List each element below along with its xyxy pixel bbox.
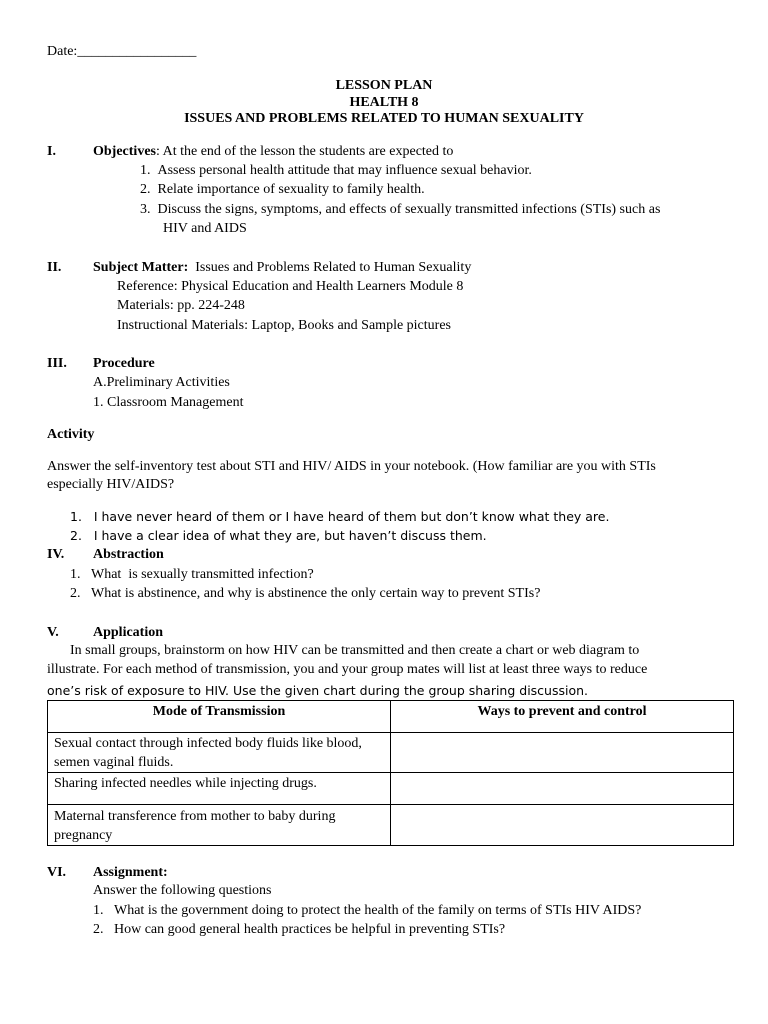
objective-item: 1. Assess personal health attitude that may influence sexual behavior. — [140, 163, 532, 178]
section-number-2: II. — [47, 260, 62, 275]
assignment-title: Assignment: — [93, 865, 168, 880]
table-header-mode: Mode of Transmission — [48, 701, 391, 733]
objective-item: 3. Discuss the signs, symptoms, and effects of sexually transmitted infections (STIs) such as — [140, 202, 661, 217]
application-paragraph: In small groups, brainstorm on how HIV can be transmitted and then create a chart or web diagram to — [70, 643, 640, 658]
table-row — [48, 733, 734, 773]
table-cell-ways — [391, 773, 734, 805]
table-cell-mode: Sexual contact through infected body fluids like blood, semen vaginal fluids. — [48, 733, 391, 773]
procedure-title: Procedure — [93, 356, 155, 371]
subject-title: HEALTH 8 — [349, 95, 419, 110]
application-paragraph: illustrate. For each method of transmission, you and your group mates will list at least three ways to reduce — [47, 662, 648, 677]
application-title: Application — [93, 625, 164, 640]
objectives-intro: : At the end of the lesson the students are expected to — [155, 144, 454, 159]
assignment-item: 1. What is the government doing to protect the health of the family on terms of STIs HIV AIDS? — [93, 903, 642, 918]
preliminary-activities: A.Preliminary Activities — [93, 375, 230, 390]
section-number-5: V. — [47, 625, 59, 640]
table-cell-ways — [391, 805, 734, 846]
reference-line: Reference: Physical Education and Health Learners Module 8 — [117, 279, 464, 294]
section-number-6: VI. — [47, 865, 67, 880]
abstraction-title: Abstraction — [93, 547, 164, 562]
subject-matter-title: Subject Matter: — [93, 260, 189, 275]
section-number-3: III. — [47, 356, 67, 371]
table-row — [48, 773, 734, 805]
assignment-intro: Answer the following questions — [93, 883, 272, 898]
table-cell-mode: Maternal transference from mother to baby during pregnancy — [48, 805, 391, 846]
objectives-line — [93, 142, 453, 161]
transmission-table — [47, 700, 734, 846]
table-header-ways: Ways to prevent and control — [391, 701, 734, 733]
abstraction-item: 1. What is sexually transmitted infection? — [70, 567, 314, 582]
materials-line: Materials: pp. 224-248 — [117, 298, 245, 313]
abstraction-item: 2. What is abstinence, and why is abstinence the only certain way to prevent STIs? — [70, 586, 541, 601]
objective-item-continued: HIV and AIDS — [163, 221, 247, 236]
subject-matter-text: Issues and Problems Related to Human Sexuality — [195, 260, 472, 275]
classroom-management: 1. Classroom Management — [93, 395, 244, 410]
instructional-materials-line: Instructional Materials: Laptop, Books and Sample pictures — [117, 318, 451, 333]
activity-text-continued: especially HIV/AIDS? — [47, 477, 175, 492]
table-row — [48, 805, 734, 846]
objective-item: 2. Relate importance of sexuality to family health. — [140, 182, 425, 197]
topic-title: ISSUES AND PROBLEMS RELATED TO HUMAN SEXUALITY — [184, 111, 584, 126]
activity-title: Activity — [47, 427, 95, 442]
section-number-1: I. — [47, 144, 56, 159]
table-header-row — [48, 701, 734, 733]
activity-item: 2. I have a clear idea of what they are, but haven’t discuss them. — [70, 528, 487, 543]
subject-matter-line — [93, 258, 471, 277]
activity-item: 1. I have never heard of them or I have heard of them but don’t know what they are. — [70, 509, 610, 524]
section-number-4: IV. — [47, 547, 65, 562]
table-cell-ways — [391, 733, 734, 773]
application-paragraph: one’s risk of exposure to HIV. Use the given chart during the group sharing discussion. — [47, 683, 589, 698]
assignment-item: 2. How can good general health practices be helpful in preventing STIs? — [93, 922, 506, 937]
objectives-title: Objectives — [93, 144, 156, 159]
table-cell-mode: Sharing infected needles while injecting drugs. — [48, 773, 391, 805]
activity-text: Answer the self-inventory test about STI and HIV/ AIDS in your notebook. (How familiar are you with STIs — [47, 459, 656, 474]
lesson-plan-title: LESSON PLAN — [335, 78, 433, 93]
date-line: Date:_________________ — [47, 44, 197, 59]
